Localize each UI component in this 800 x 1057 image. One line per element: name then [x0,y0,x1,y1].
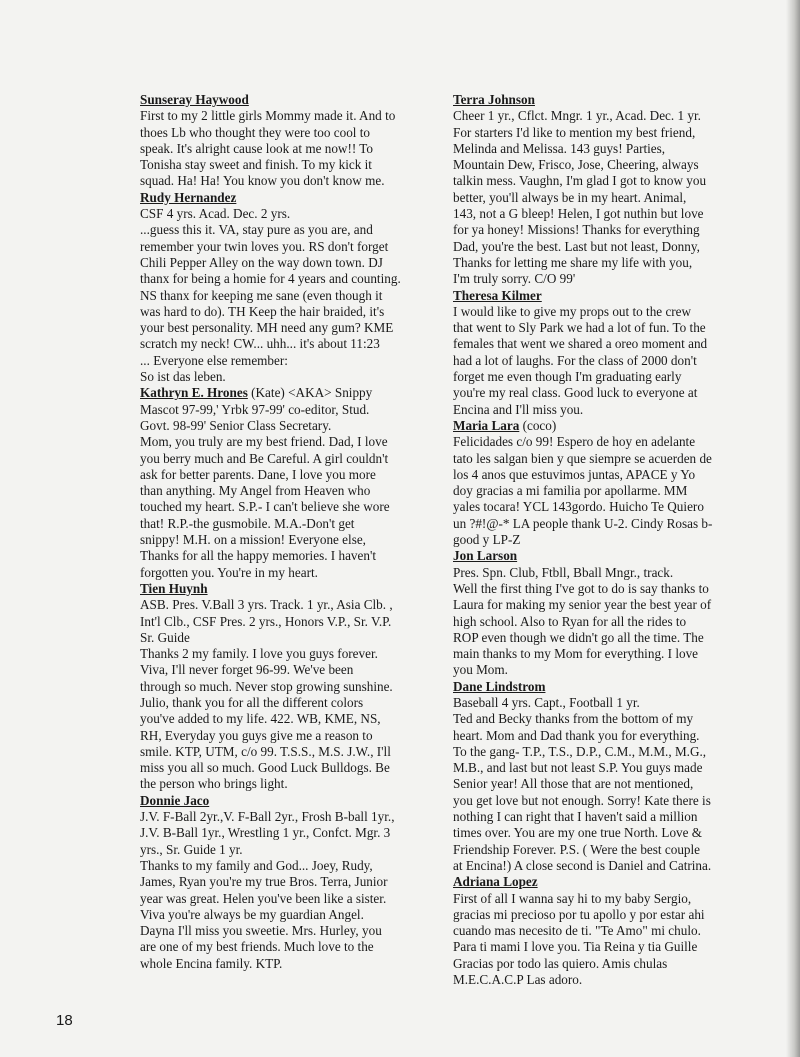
senior-entry [453,874,728,988]
entry-text: First of all I wanna say hi to my baby Sergio, gracias mi precioso por tu apollo y por estar ahi cuando mas necesito de ti. "Te Amo" mi chulo. Para ti mami I love you. Tia Reina y tia Guille Gracias por todo las quiero. Amis chulas M.E.C.A.C.P Las adoro. [453,890,705,988]
student-name: Dane Lindstrom [453,678,546,694]
senior-entry [453,288,728,418]
entry-text: Baseball 4 yrs. Capt., Football 1 yr. Ted and Becky thanks from the bottom of my heart. Mom and Dad thank you for everything. To the gang- T.P., T.S., D.P., C.M., M.M., M.G., M.B., and last but not least S.P. You guys made Senior year! All those that are not mentioned, you get love but not enough. Sorry! Kate there is nothing I can right that I haven't said a million times over. You are my one true North. Love & Friendship Forever. P.S. ( Were the best couple at Encina!) A close second is Daniel and Catrina. [453,694,712,873]
page-number: 18 [56,1012,73,1029]
senior-entry [140,190,408,386]
entry-heading [140,581,408,597]
student-name: Terra Johnson [453,92,535,107]
student-name: Theresa Kilmer [453,287,542,303]
entry-text: CSF 4 yrs. Acad. Dec. 2 yrs. ...guess this it. VA, stay pure as you are, and remember your twin loves you. RS don't forget Chili Pepper Alley on the way down town. DJ thanx for being a homie for 4 years and counting. NS thanx for keeping me sane (even though it was hard to do). TH Keep the hair braided, it's your best personality. MH need any gum? KME scratch my neck! CW... uhh... it's about 11:23 ... Everyone else remember: So ist das leben. [140,206,401,385]
entry-heading [140,385,408,401]
senior-entry [140,793,408,972]
senior-entry [140,385,408,581]
student-name: Adriana Lopez [453,874,538,890]
student-name: Rudy Hernandez [140,189,237,205]
student-name: Tien Huynh [140,580,208,596]
student-name: Kathryn E. Hrones [140,385,248,401]
senior-entry [453,418,728,548]
entry-heading [453,418,728,434]
entry-text: ASB. Pres. V.Ball 3 yrs. Track. 1 yr., Asia Clb. , Int'l Clb., CSF Pres. 2 yrs., Honors V.P., Sr. V.P. Sr. Guide Thanks 2 my family. I love you guys forever. Viva, I'll never forget 96-99. We've been through so much. Never stop growing sunshine. Julio, thank you for all the different colors you've added to my life. 422. WB, KME, NS, RH, Everyday you guys give me a reason to smile. KTP, UTM, c/o 99. T.S.S., M.S. J.W., I'll miss you all so much. Good Luck Bulldogs. Be the person who brings light. [140,597,393,792]
right-column [453,92,728,988]
entry-heading [453,679,728,695]
page-edge-shadow [786,0,800,1057]
entry-heading [453,548,728,564]
student-name: Jon Larson [453,548,518,564]
student-nickname: (coco) [519,417,557,433]
student-name: Donnie Jaco [140,792,210,808]
entry-text: Mascot 97-99,' Yrbk 97-99' co-editor, Stud. Govt. 98-99' Senior Class Secretary. Mom, you truly are my best friend. Dad, I love you berry much and Be Careful. A girl couldn't ask for better parents. Dane, I love you more than anything. My Angel from Heaven who touched my heart. S.P.- I can't believe she wore that! R.P.-the gusmobile. M.A.-Don't get snippy! M.H. on a mission! Everyone else, Thanks for all the happy memories. I haven't forgotten you. You're in my heart. [140,401,390,580]
student-name: Sunseray Haywood [140,92,249,107]
entry-text: J.V. F-Ball 2yr.,V. F-Ball 2yr., Frosh B-ball 1yr., J.V. B-Ball 1yr., Wrestling 1 yr., Confct. Mgr. 3 yrs., Sr. Guide 1 yr. Thanks to my family and God... Joey, Rudy, James, Ryan you're my true Bros. Terra, Junior year was great. Helen you've been like a sister. Viva you're always be my guardian Angel. Dayna I'll miss you sweetie. Mrs. Hurley, you are one of my best friends. Much love to the whole Encina family. KTP. [140,809,395,971]
entry-text: Felicidades c/o 99! Espero de hoy en adelante tato les salgan bien y que siempre se acuerden de los 4 anos que estuvimos juntas, APACE y Yo doy gracias a mi familia por apollarme. MM yales tocara! YCL 143gordo. Huicho Te Quiero un ?#!@-* LA people thank U-2. Cindy Rosas b- good y LP-Z [453,434,713,548]
senior-entry [453,92,728,288]
entry-text: Pres. Spn. Club, Ftbll, Bball Mngr., track. Well the first thing I've got to do is say thanks to Laura for making my senior year the best year of high school. Also to Ryan for all the rides to ROP even though we didn't go all the time. The main thanks to my Mom for everything. I love you Mom. [453,564,712,678]
entry-heading [453,874,728,890]
entry-heading [140,92,408,108]
student-nickname: (Kate) <AKA> Snippy [247,385,373,401]
entry-heading [453,92,728,108]
senior-entry [453,679,728,875]
entry-heading [453,288,728,304]
entry-text: I would like to give my props out to the crew that went to Sly Park we had a lot of fun. To the females that went we shared a oreo moment and had a lot of laughs. For the class of 2000 don't forget me even though I'm graduating early you're my real class. Good luck to everyone at Encina and I'll miss you. [453,303,708,417]
entry-heading [140,793,408,809]
left-column [140,92,408,972]
entry-heading [140,190,408,206]
student-name: Maria Lara [453,417,520,433]
senior-entry [140,92,408,190]
senior-entry [140,581,408,793]
entry-text: Cheer 1 yr., Cflct. Mngr. 1 yr., Acad. Dec. 1 yr. For starters I'd like to mention my best friend, Melinda and Melissa. 143 guys! Parties, Mountain Dew, Frisco, Jose, Cheering, always talkin mess. Vaughn, I'm glad I got to know you better, you'll always be in my heart. Animal, 143, not a G bleep! Helen, I got nuthin but love for ya honey! Missions! Thanks for everything Dad, you're the best. Last but not least, Donny, Thanks for letting me share my life with you, I'm truly sorry. C/O 99' [453,108,707,287]
senior-entry [453,548,728,678]
entry-text: First to my 2 little girls Mommy made it. And to thoes Lb who thought they were too cool to speak. It's alright cause look at me now!! To Tonisha stay sweet and finish. To my kick it squad. Ha! Ha! You know you don't know me. [140,108,396,189]
